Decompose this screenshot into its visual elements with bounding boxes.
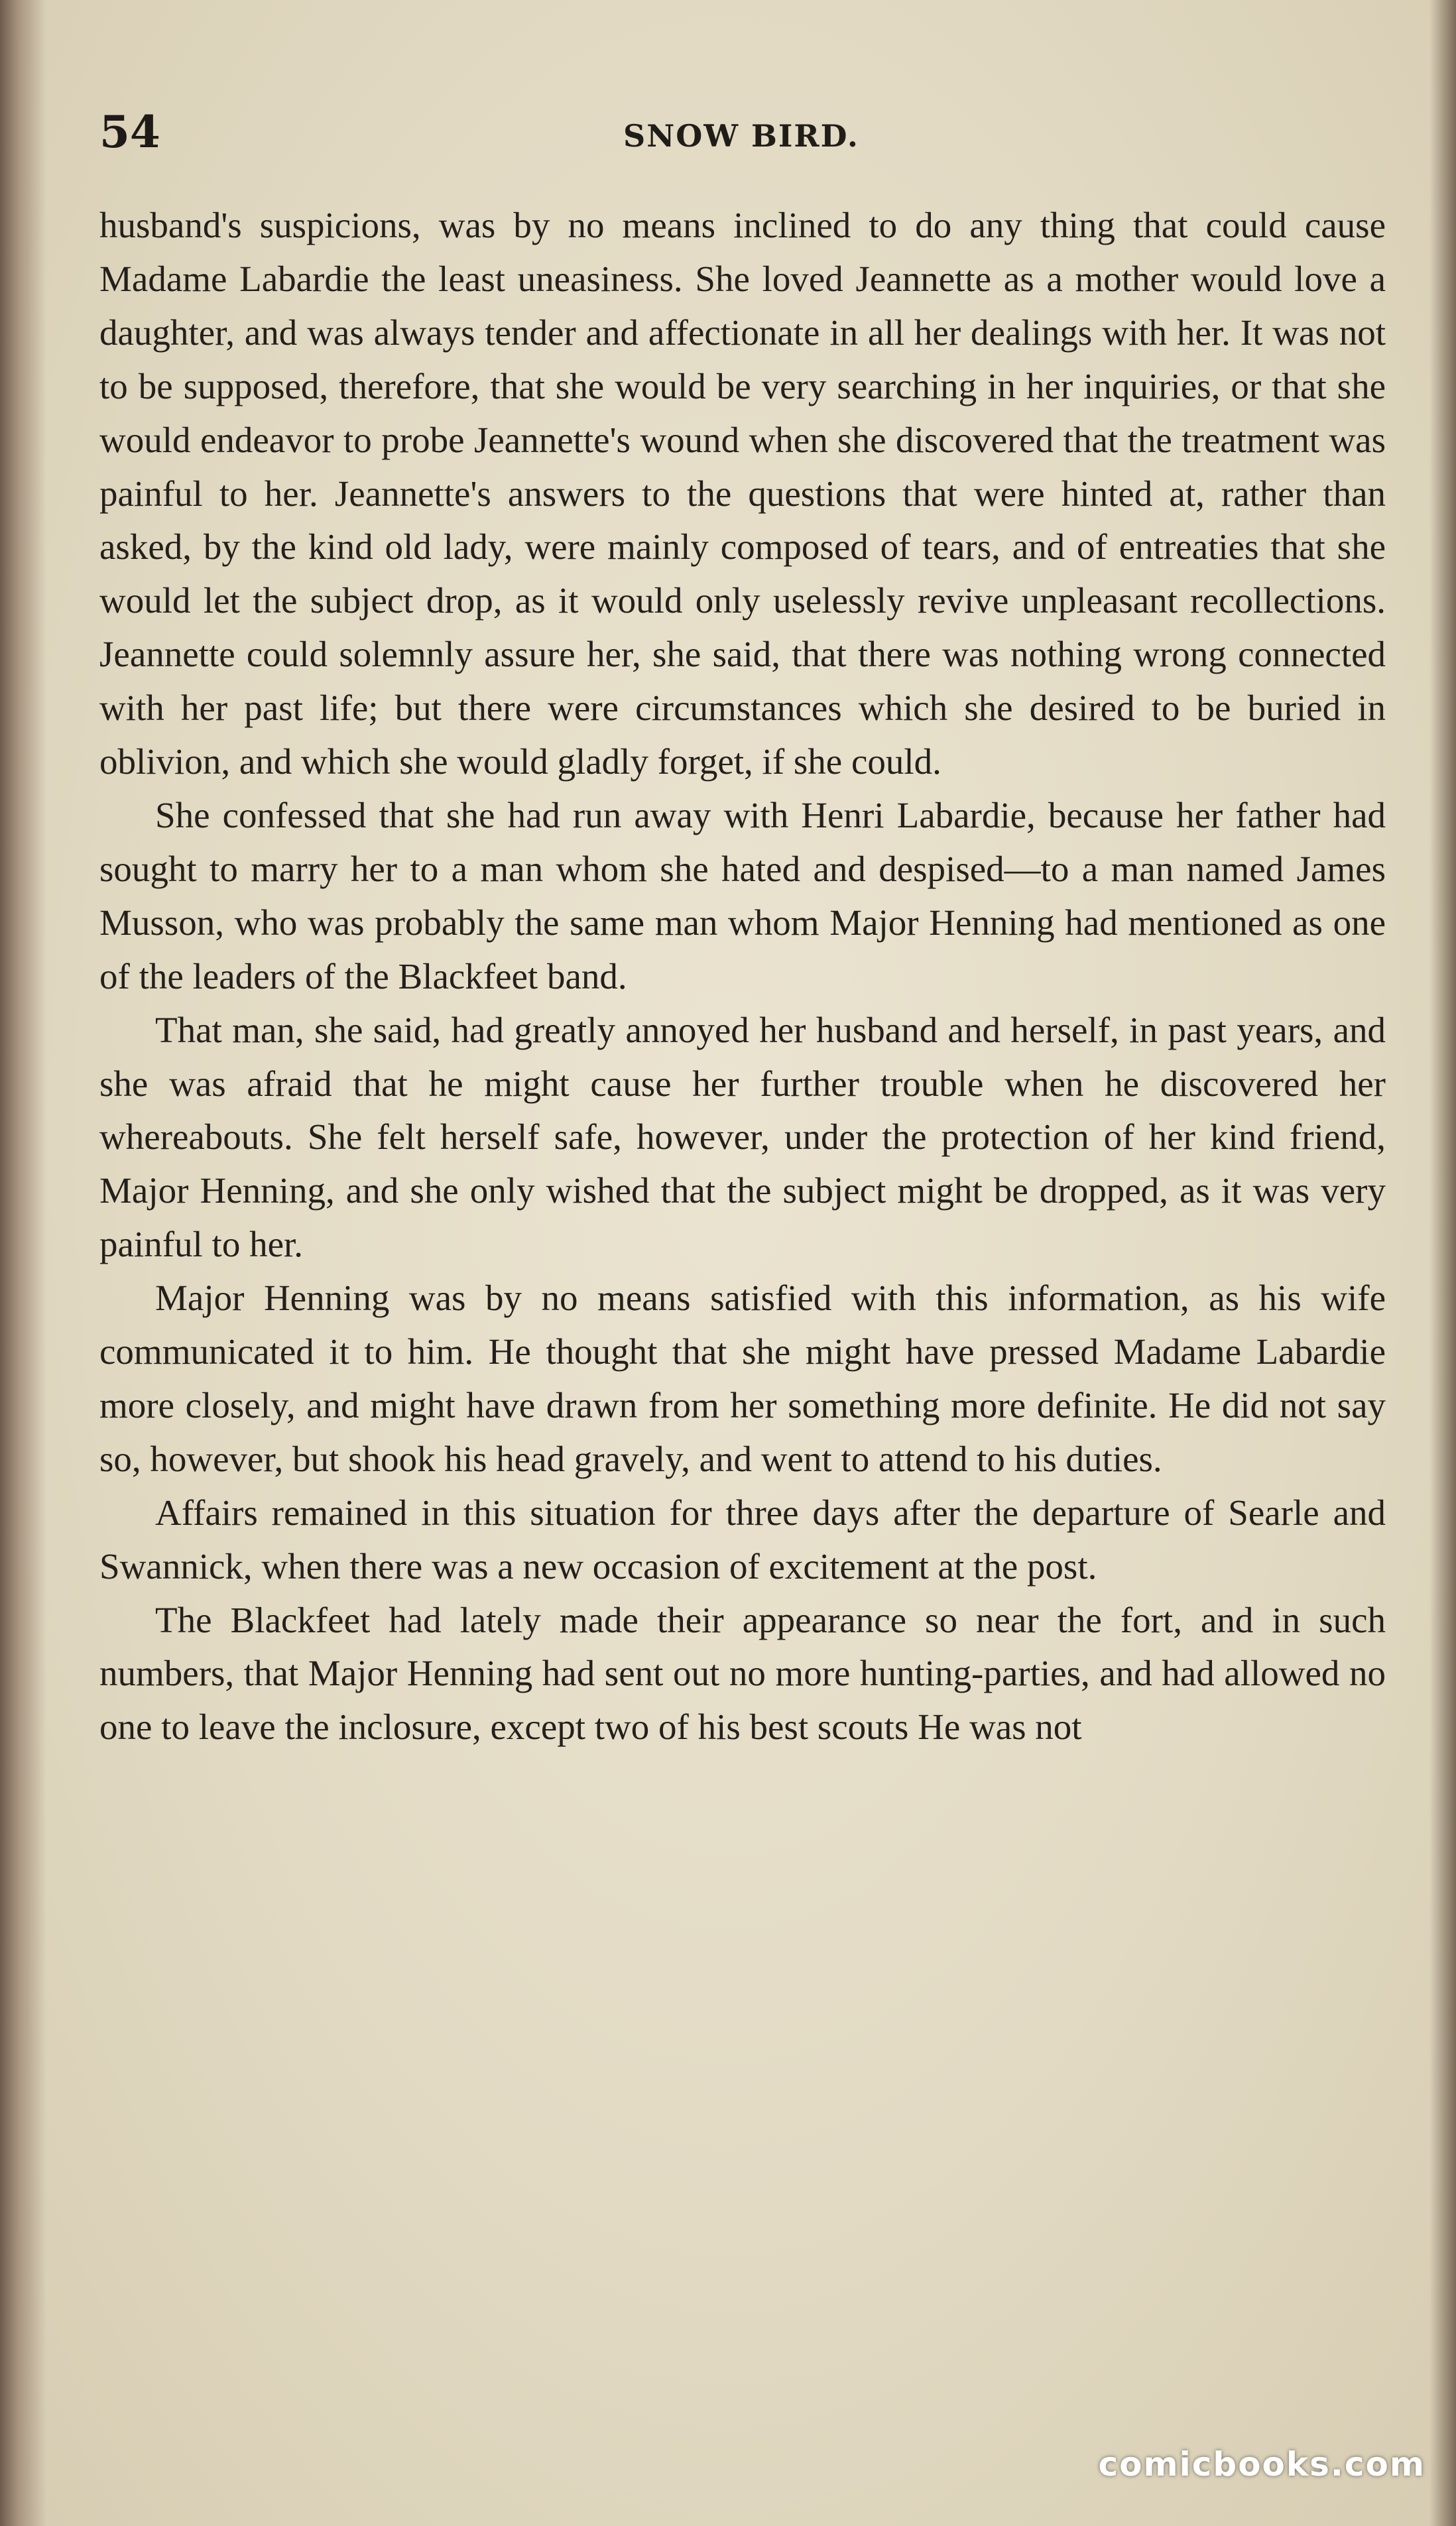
body-text [99, 199, 1386, 1754]
paragraph: That man, she said, had greatly annoyed her husband and herself, in past years, and she was afraid that he might cause her further trouble when he discovered her whereabouts. She felt herself safe, however, under the protection of her kind friend, Major Henning, and she only wished that the subject might be dropped, as it was very painful to her. [99, 1009, 1386, 1265]
paragraph: Major Henning was by no means satisfied with this information, as his wife communicated it to him. He thought that she might have pressed Madame Labardie more closely, and might have drawn from her something more definite. He did not say so, however, but shook his head gravely, and went to attend to his duties. [99, 1278, 1386, 1479]
paragraph: The Blackfeet had lately made their appearance so near the fort, and in such numbers, that Major Henning had sent out no more hunting-parties, and had allowed no one to leave the inclosure, except two of his best scouts He was not [99, 1599, 1386, 1748]
paragraph-continued: husband's suspicions, was by no means inclined to do any thing that could cause Madame Labardie the least uneasiness. She loved Jeannette as a mother would love a daughter, and was always tender and affectionate in all her dealings with her. It was not to be supposed, therefore, that she would be very searching in her inquiries, or that she would endeavor to probe Jeannette's wound when she discovered that the treatment was painful to her. Jeannette's answers to the questions that were hinted at, rather than asked, by the kind old lady, were mainly composed of tears, and of entreaties that she would let the subject drop, as it would only uselessly revive unpleasant recollections. Jeannette could solemnly assure her, she said, that there was nothing wrong connected with her past life; but there were circumstances which she desired to be buried in oblivion, and which she would gladly forget, if she could. [99, 205, 1386, 782]
paragraph: Affairs remained in this situation for three days after the departure of Searle and Swannick, when there was a new occasion of excitement at the post. [99, 1492, 1386, 1587]
running-head [99, 106, 1386, 166]
paragraph: She confessed that she had run away with Henri Labardie, because her father had sought to marry her to a man whom she hated and despised—to a man named James Musson, who was probably the same man whom Major Henning had mentioned as one of the leaders of the Blackfeet band. [99, 794, 1386, 996]
watermark: comicbooks.com [1098, 2445, 1426, 2484]
binding-shadow [0, 0, 46, 2526]
running-title: SNOW BIRD. [623, 118, 859, 154]
page-number: 54 [99, 106, 160, 158]
page-edge-shadow [1429, 0, 1456, 2526]
